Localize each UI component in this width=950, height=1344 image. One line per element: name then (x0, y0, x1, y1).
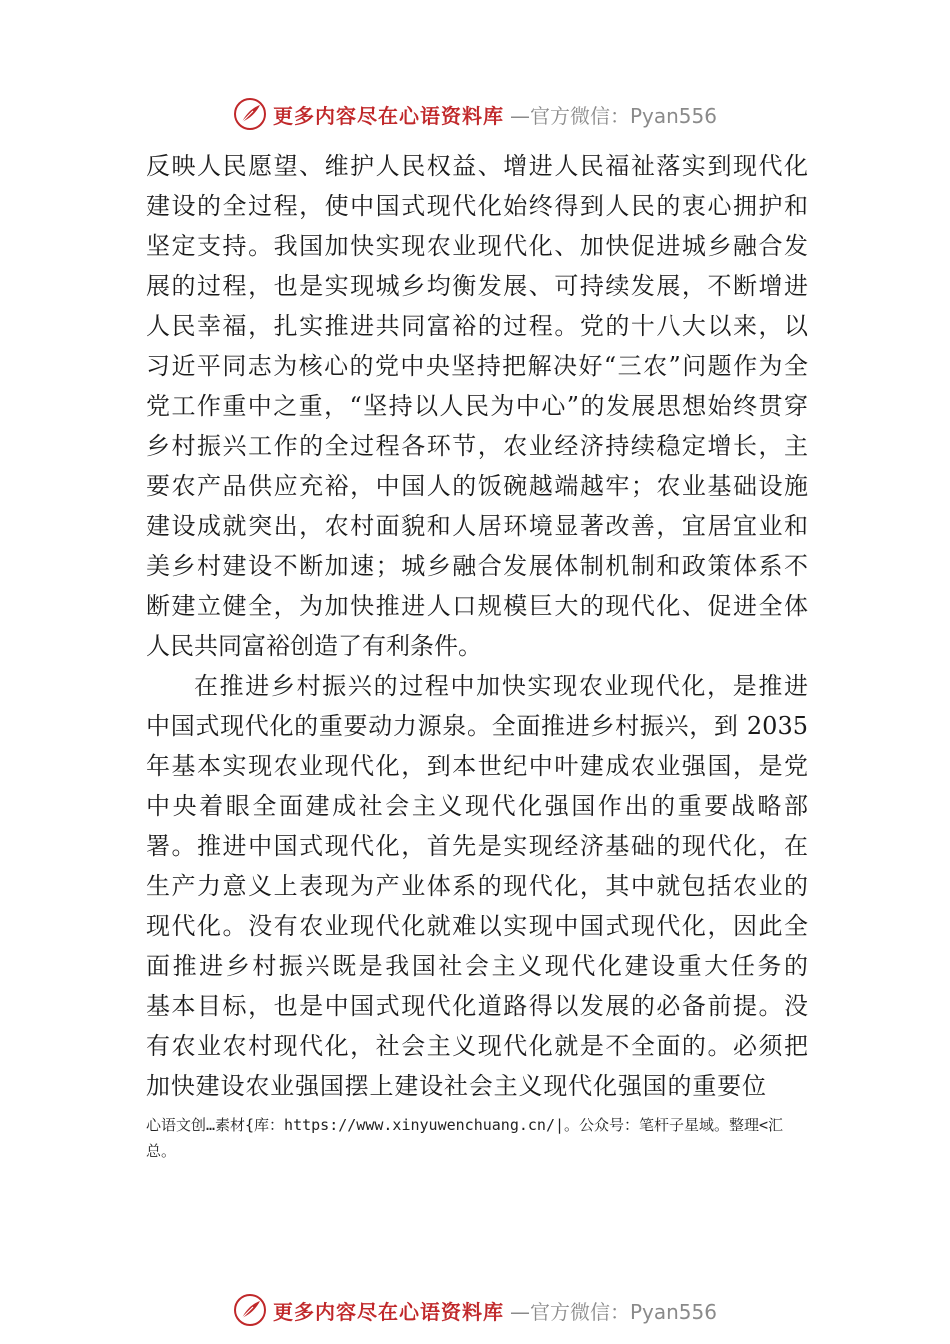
text-line: 中央着眼全面建成社会主义现代化强国作出的重要战略部 (146, 792, 808, 820)
text-line: 有农业农村现代化，社会主义现代化就是不全面的。必须把 (146, 1032, 808, 1060)
banner-red-text: 更多内容尽在心语资料库 (272, 103, 504, 128)
document-body (146, 146, 808, 1106)
text-line: 加快建设农业强国摆上建设社会主义现代化强国的重要位 (146, 1072, 766, 1100)
paragraph-1 (146, 146, 808, 666)
text-line: 现代化。没有农业现代化就难以实现中国式现代化，因此全 (146, 912, 808, 940)
text-line: 在推进乡村振兴的过程中加快实现农业现代化，是推进 (194, 672, 808, 700)
banner-wechat-text: —官方微信：Pyan556 (509, 1299, 717, 1324)
text-line: 美乡村建设不断加速；城乡融合发展体制机制和政策体系不 (146, 552, 808, 580)
text-line: 要农产品供应充裕，中国人的饭碗越端越牢；农业基础设施 (146, 472, 808, 500)
banner-wechat-text: —官方微信：Pyan556 (509, 103, 717, 128)
footer-banner (0, 1290, 950, 1330)
paragraph-2 (146, 666, 808, 1106)
text-line: 展的过程，也是实现城乡均衡发展、可持续发展，不断增进 (146, 272, 808, 300)
text-line: 乡村振兴工作的全过程各环节，农业经济持续稳定增长，主 (146, 432, 808, 460)
text-line: 建设的全过程，使中国式现代化始终得到人民的衷心拥护和 (146, 192, 808, 220)
text-line: 坚定支持。我国加快实现农业现代化、加快促进城乡融合发 (146, 232, 808, 260)
source-footnote (146, 1112, 846, 1164)
text-line: 生产力意义上表现为产业体系的现代化，其中就包括农业的 (146, 872, 808, 900)
text-line: 年基本实现农业现代化，到本世纪中叶建成农业强国，是党 (146, 752, 808, 780)
text-line: 中国式现代化的重要动力源泉。全面推进乡村振兴，到 2035 (146, 712, 808, 740)
feather-pen-logo-icon (233, 1293, 267, 1327)
text-line: 基本目标，也是中国式现代化道路得以发展的必备前提。没 (146, 992, 808, 1020)
banner-red-text: 更多内容尽在心语资料库 (272, 1299, 504, 1324)
text-line: 断建立健全，为加快推进人口规模巨大的现代化、促进全体 (146, 592, 808, 620)
text-line: 建设成就突出，农村面貌和人居环境显著改善，宜居宜业和 (146, 512, 808, 540)
text-line: 人民幸福，扎实推进共同富裕的过程。党的十八大以来，以 (146, 312, 808, 340)
text-line: 习近平同志为核心的党中央坚持把解决好“三农”问题作为全 (146, 352, 808, 380)
footnote-line-2: 总。 (146, 1142, 177, 1160)
text-line: 人民共同富裕创造了有利条件。 (146, 632, 482, 660)
text-line: 党工作重中之重，“坚持以人民为中心”的发展思想始终贯穿 (146, 392, 808, 420)
text-line: 面推进乡村振兴既是我国社会主义现代化建设重大任务的 (146, 952, 808, 980)
text-line: 反映人民愿望、维护人民权益、增进人民福祉落实到现代化 (146, 152, 808, 180)
feather-pen-logo-icon (233, 97, 267, 131)
header-banner (0, 94, 950, 134)
text-line: 署。推进中国式现代化，首先是实现经济基础的现代化，在 (146, 832, 808, 860)
footnote-line-1: 心语文创…素材{库：https://www.xinyuwenchuang.cn/|。公众号：笔杆子星域。整理<汇 (146, 1116, 784, 1134)
